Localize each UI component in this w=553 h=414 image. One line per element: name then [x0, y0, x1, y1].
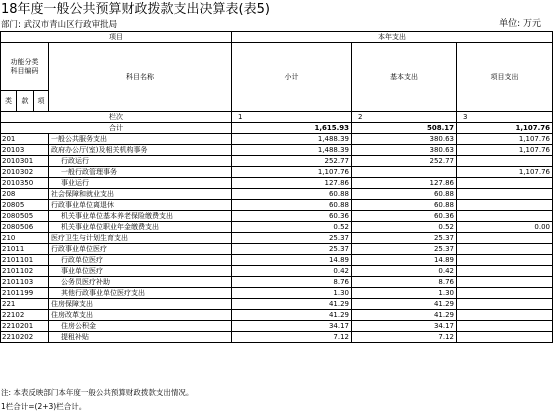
- row-basic: 14.89: [352, 255, 457, 266]
- row-subject-name: 公务员医疗补助: [49, 277, 232, 288]
- row-subtotal: 1,488.39: [232, 134, 352, 145]
- row-subject-name: 行政事业单位医疗: [49, 244, 232, 255]
- row-subtotal: 127.86: [232, 178, 352, 189]
- table-row: [1, 156, 553, 167]
- unit-label: 单位: 万元: [499, 19, 541, 29]
- report-title: 18年度一般公共预算财政拨款支出决算表(表5): [1, 2, 270, 17]
- row-subtotal: 25.37: [232, 233, 352, 244]
- row-code: 210: [1, 233, 49, 244]
- row-subject-name: 行政事业单位离退休: [49, 200, 232, 211]
- row-basic: 34.17: [352, 321, 457, 332]
- row-project: 1,107.76: [457, 167, 553, 178]
- row-basic: 41.29: [352, 310, 457, 321]
- row-basic: 60.88: [352, 200, 457, 211]
- row-code: 2080506: [1, 222, 49, 233]
- footnote-2: 1栏合计=(2+3)栏合计。: [1, 402, 87, 411]
- row-project: [457, 255, 553, 266]
- row-code: 2210202: [1, 332, 49, 343]
- row-basic: 7.12: [352, 332, 457, 343]
- row-subtotal: 34.17: [232, 321, 352, 332]
- row-subtotal: 14.89: [232, 255, 352, 266]
- table-row: [1, 321, 553, 332]
- header-project-exp: 项目支出: [457, 43, 553, 112]
- header-current-year: 本年支出: [232, 32, 553, 43]
- row-basic: 380.63: [352, 134, 457, 145]
- row-subtotal: 252.77: [232, 156, 352, 167]
- row-project: [457, 244, 553, 255]
- row-code: 20805: [1, 200, 49, 211]
- table-row: [1, 167, 553, 178]
- row-project: [457, 277, 553, 288]
- total-project: 1,107.76: [457, 123, 553, 134]
- row-code: 22102: [1, 310, 49, 321]
- row-basic: 8.76: [352, 277, 457, 288]
- table-row: [1, 299, 553, 310]
- row-project: [457, 233, 553, 244]
- department-label: 部门: 武汉市青山区行政审批局: [1, 20, 118, 30]
- header-kuan: 款: [17, 91, 34, 112]
- header-subtotal: 小计: [232, 43, 352, 112]
- row-subject-name: 行政运行: [49, 156, 232, 167]
- expenditure-table: [0, 31, 553, 343]
- row-subtotal: 8.76: [232, 277, 352, 288]
- header-project: 项目: [1, 32, 232, 43]
- table-row: [1, 255, 553, 266]
- row-subject-name: 行政单位医疗: [49, 255, 232, 266]
- row-subject-name: 提租补贴: [49, 332, 232, 343]
- row-code: 2010302: [1, 167, 49, 178]
- row-project: [457, 211, 553, 222]
- row-basic: 0.42: [352, 266, 457, 277]
- row-project: [457, 310, 553, 321]
- row-basic: 41.29: [352, 299, 457, 310]
- row-subtotal: 1,107.76: [232, 167, 352, 178]
- row-project: 1,107.76: [457, 145, 553, 156]
- table-row: [1, 178, 553, 189]
- row-project: [457, 189, 553, 200]
- table-row: [1, 134, 553, 145]
- table-row: [1, 222, 553, 233]
- row-subject-name: 住房保障支出: [49, 299, 232, 310]
- header-subject-name: 科目名称: [49, 43, 232, 112]
- row-basic: 380.63: [352, 145, 457, 156]
- total-subtotal: 1,615.93: [232, 123, 352, 134]
- row-subtotal: 7.12: [232, 332, 352, 343]
- table-row: [1, 244, 553, 255]
- header-xiang: 项: [34, 91, 49, 112]
- row-code: 20103: [1, 145, 49, 156]
- row-subtotal: 1,488.39: [232, 145, 352, 156]
- row-project: [457, 266, 553, 277]
- col-num-1: 1: [232, 112, 352, 123]
- header-basic: 基本支出: [352, 43, 457, 112]
- row-project: 0.00: [457, 222, 553, 233]
- row-code: 2010301: [1, 156, 49, 167]
- row-basic: 1.30: [352, 288, 457, 299]
- header-lei: 类: [1, 91, 17, 112]
- header-func-code: 功能分类 科目编码: [1, 43, 49, 91]
- table-row: [1, 145, 553, 156]
- row-code: 2101199: [1, 288, 49, 299]
- row-project: [457, 288, 553, 299]
- row-subtotal: 0.52: [232, 222, 352, 233]
- row-subject-name: 一般公共服务支出: [49, 134, 232, 145]
- table-row: [1, 277, 553, 288]
- table-row: [1, 288, 553, 299]
- row-subject-name: 住房公积金: [49, 321, 232, 332]
- table-row: [1, 211, 553, 222]
- row-subject-name: 医疗卫生与计划生育支出: [49, 233, 232, 244]
- row-subject-name: 住房改革支出: [49, 310, 232, 321]
- row-subtotal: 41.29: [232, 310, 352, 321]
- table-row: [1, 332, 553, 343]
- row-subject-name: 政府办公厅(室)及相关机构事务: [49, 145, 232, 156]
- row-basic: 252.77: [352, 156, 457, 167]
- row-subject-name: 社会保障和就业支出: [49, 189, 232, 200]
- col-num-3: 3: [457, 112, 553, 123]
- row-code: 2101101: [1, 255, 49, 266]
- row-basic: [352, 167, 457, 178]
- row-basic: 60.88: [352, 189, 457, 200]
- row-subtotal: 25.37: [232, 244, 352, 255]
- row-code: 21011: [1, 244, 49, 255]
- table-row: [1, 266, 553, 277]
- row-subtotal: 1.30: [232, 288, 352, 299]
- row-code: 2010350: [1, 178, 49, 189]
- row-code: 2101102: [1, 266, 49, 277]
- row-code: 2080505: [1, 211, 49, 222]
- row-code: 201: [1, 134, 49, 145]
- row-subject-name: 机关事业单位基本养老保险缴费支出: [49, 211, 232, 222]
- table-row: [1, 233, 553, 244]
- row-project: [457, 178, 553, 189]
- row-code: 221: [1, 299, 49, 310]
- row-subtotal: 60.88: [232, 189, 352, 200]
- table-row: [1, 310, 553, 321]
- row-basic: 0.52: [352, 222, 457, 233]
- total-label: 合计: [1, 123, 232, 134]
- row-code: 2101103: [1, 277, 49, 288]
- row-subject-name: 事业运行: [49, 178, 232, 189]
- row-project: [457, 156, 553, 167]
- row-subtotal: 60.88: [232, 200, 352, 211]
- row-subtotal: 0.42: [232, 266, 352, 277]
- row-project: [457, 332, 553, 343]
- row-subtotal: 60.36: [232, 211, 352, 222]
- row-subtotal: 41.29: [232, 299, 352, 310]
- row-project: 1,107.76: [457, 134, 553, 145]
- row-code: 208: [1, 189, 49, 200]
- row-subject-name: 机关事业单位职业年金缴费支出: [49, 222, 232, 233]
- row-basic: 25.37: [352, 233, 457, 244]
- row-subject-name: 事业单位医疗: [49, 266, 232, 277]
- row-basic: 25.37: [352, 244, 457, 255]
- row-basic: 127.86: [352, 178, 457, 189]
- table-row: [1, 200, 553, 211]
- row-project: [457, 321, 553, 332]
- col-order-label: 栏次: [1, 112, 232, 123]
- row-subject-name: 一般行政管理事务: [49, 167, 232, 178]
- footnote-1: 注: 本表反映部门本年度一般公共预算财政拨款支出情况。: [1, 388, 194, 397]
- row-subject-name: 其他行政事业单位医疗支出: [49, 288, 232, 299]
- table-row: [1, 189, 553, 200]
- col-num-2: 2: [352, 112, 457, 123]
- row-code: 2210201: [1, 321, 49, 332]
- total-basic: 508.17: [352, 123, 457, 134]
- row-basic: 60.36: [352, 211, 457, 222]
- row-project: [457, 299, 553, 310]
- row-project: [457, 200, 553, 211]
